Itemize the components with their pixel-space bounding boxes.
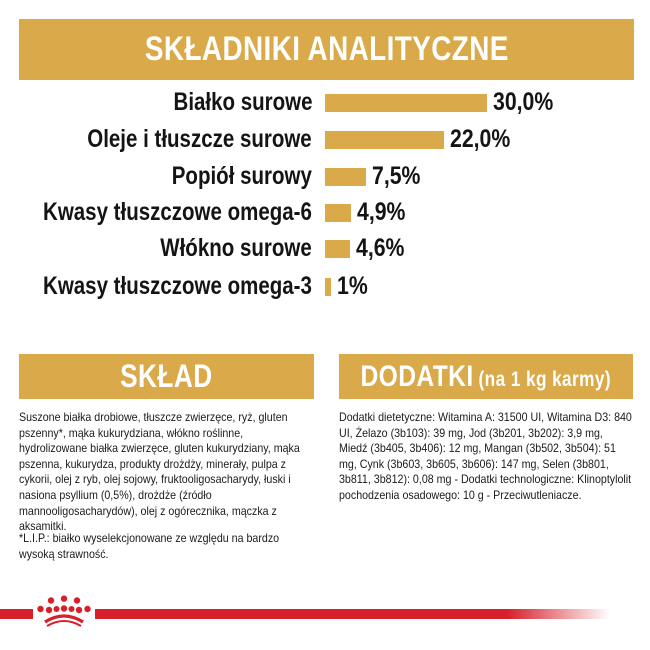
analytical-constituents-chart	[0, 85, 650, 305]
composition-title: SKŁAD	[120, 358, 213, 394]
chart-value-label: 7,5%	[372, 162, 421, 190]
footer-red-line-right	[95, 609, 610, 619]
additives-title: DODATKI	[360, 359, 474, 393]
chart-row-label: Oleje i tłuszcze surowe	[87, 125, 312, 153]
chart-row	[0, 122, 650, 159]
footer-red-line-left	[0, 609, 33, 619]
chart-value-label: 4,9%	[357, 198, 406, 226]
chart-value-label: 4,6%	[356, 234, 405, 262]
royal-canin-crown-icon	[36, 595, 92, 629]
composition-footnote: *L.I.P.: białko wyselekcjonowane ze względu na bardzo wysoką strawność.	[19, 532, 280, 561]
chart-row	[0, 159, 650, 196]
chart-value-label: 22,0%	[450, 125, 511, 153]
composition-text: Suszone białka drobiowe, tłuszcze zwierzęce, ryż, gluten pszenny*, mąka kukurydziana, włókno roślinne, hydrolizowane białka zwierzęce, gluten kukurydziany, mąka pszenna, kukurydza, produkty drożdży, minerały, pulpa z cykorii, olej z ryb, olej sojowy, fruktooligosacharydy, łuski i nasiona psyllium (0,5%), drożdże (źródło mannooligosacharydów), olej z ogórecznika, mączka z aksamitki.	[19, 411, 300, 534]
chart-value-label: 30,0%	[493, 88, 554, 116]
chart-row	[0, 269, 650, 306]
additives-banner	[339, 354, 633, 399]
page-title: SKŁADNIKI ANALITYCZNE	[144, 30, 509, 68]
chart-row	[0, 231, 650, 268]
chart-row-label: Włókno surowe	[160, 234, 312, 262]
additives-text: Dodatki dietetyczne: Witamina A: 31500 UI, Witamina D3: 840 UI, Żelazo (3b103): 39 mg, Jod (3b201, 3b202): 3,9 mg, Miedź (3b405, 3b406): 12 mg, Mangan (3b502, 3b504): 51 mg, Cynk (3b603, 3b605, 3b606): 147 mg, Selen (3b801, 3b811, 3b812): 0,08 mg - Dodatki technologiczne: Klinoptylolit pochodzenia osadowego: 10 g - Przeciwutleniacze.	[339, 411, 632, 502]
chart-bar	[325, 94, 487, 112]
chart-bar	[325, 278, 331, 296]
chart-row-label: Kwasy tłuszczowe omega-6	[43, 198, 312, 226]
composition-banner	[19, 354, 314, 399]
chart-row	[0, 195, 650, 232]
additives-subtitle: (na 1 kg karmy)	[478, 367, 612, 391]
chart-bar	[325, 240, 350, 258]
analytical-constituents-banner	[19, 19, 634, 80]
chart-row-label: Popiół surowy	[171, 162, 312, 190]
chart-bar	[325, 204, 351, 222]
chart-row	[0, 85, 650, 122]
chart-value-label: 1%	[337, 272, 368, 300]
chart-bar	[325, 168, 366, 186]
chart-row-label: Kwasy tłuszczowe omega-3	[43, 272, 312, 300]
chart-row-label: Białko surowe	[173, 88, 312, 116]
chart-bar	[325, 131, 444, 149]
